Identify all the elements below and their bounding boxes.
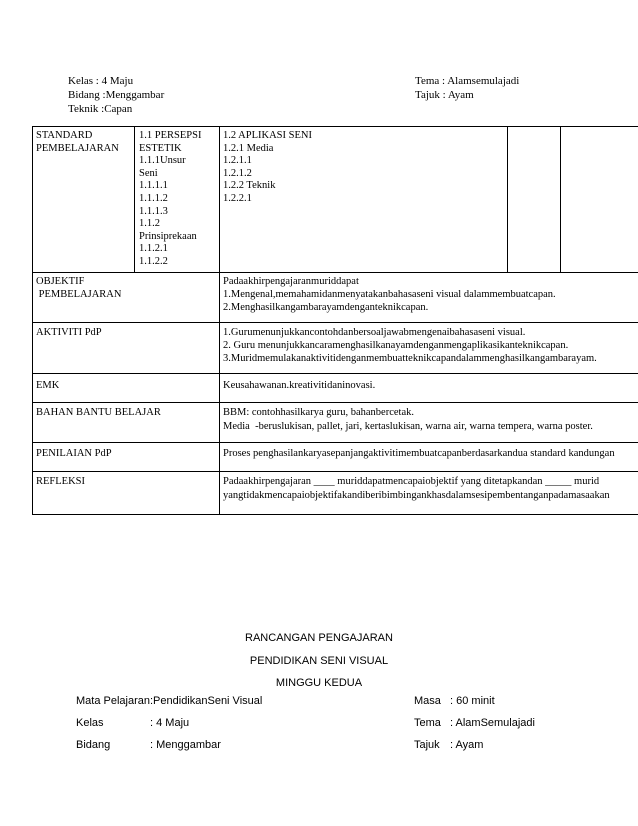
persepsi-line: 1.1.1.1 bbox=[139, 180, 168, 192]
penilaian-content: Proses penghasilankaryasepanjangaktivitimembuatcapanberdasarkandua standard kandungan bbox=[223, 448, 615, 459]
kelas-value: : 4 Maju bbox=[150, 717, 190, 729]
aplikasi-line: 1.2.1 Media bbox=[223, 142, 274, 154]
plan-subtitle: PENDIDIKAN SENI VISUAL bbox=[249, 655, 389, 667]
objektif-label-1: OBJEKTIF bbox=[36, 276, 85, 287]
header-tajuk: Tajuk : Ayam bbox=[415, 89, 474, 101]
tema-value: : AlamSemulajadi bbox=[450, 717, 535, 729]
aktiviti-content: 2. Guru menunjukkancaramenghasilkanayamdenganmengaplikasikanteknikcapan. bbox=[223, 340, 569, 351]
refleksi-label: REFLEKSI bbox=[36, 476, 86, 487]
tajuk-label: Tajuk bbox=[414, 739, 440, 751]
persepsi-line: 1.1 PERSEPSI bbox=[139, 130, 202, 141]
aplikasi-line: 1.2.1.1 bbox=[223, 155, 252, 167]
persepsi-line: ESTETIK bbox=[139, 142, 182, 154]
header-tema: Tema : Alamsemulajadi bbox=[415, 75, 520, 87]
bidang-label: Bidang bbox=[76, 739, 111, 751]
mata-pelajaran-label: Mata Pelajaran bbox=[76, 695, 150, 707]
persepsi-line: 1.1.2 bbox=[139, 218, 160, 230]
persepsi-line: 1.1.1Unsur bbox=[139, 155, 186, 167]
standard-label-2: PEMBELAJARAN bbox=[36, 143, 119, 154]
aktiviti-content: 3.Muridmemulakanaktivitidenganmembuatteknikcapandalammenghasilkangambarayam. bbox=[223, 353, 597, 364]
masa-label: Masa bbox=[414, 695, 441, 707]
tajuk-value: : Ayam bbox=[450, 739, 484, 751]
aplikasi-column bbox=[223, 130, 312, 206]
persepsi-line: 1.1.2.1 bbox=[139, 243, 168, 255]
standard-label-1: STANDARD bbox=[36, 130, 93, 141]
objektif-content: Padaakhirpengajaranmuriddapat bbox=[223, 276, 359, 287]
mata-pelajaran-value: :PendidikanSeni Visual bbox=[150, 695, 263, 707]
persepsi-column bbox=[139, 130, 201, 269]
plan-title: RANCANGAN PENGAJARAN bbox=[245, 632, 393, 644]
bahan-label: BAHAN BANTU BELAJAR bbox=[36, 407, 161, 418]
bahan-content: BBM: contohhasilkarya guru, bahanbercetak. bbox=[223, 407, 414, 418]
aktiviti-label: AKTIVITI PdP bbox=[36, 327, 102, 338]
aplikasi-line: 1.2.2 Teknik bbox=[223, 180, 276, 192]
objektif-content: 2.Menghasilkangambarayamdenganteknikcapan. bbox=[223, 302, 429, 313]
persepsi-line: Seni bbox=[139, 167, 158, 179]
aplikasi-line: 1.2.1.2 bbox=[223, 167, 252, 179]
tema-label: Tema bbox=[414, 717, 441, 729]
masa-value: : 60 minit bbox=[450, 695, 495, 707]
persepsi-line: Prinsiprekaan bbox=[139, 230, 197, 242]
header-bidang: Bidang :Menggambar bbox=[68, 89, 165, 101]
persepsi-line: 1.1.1.3 bbox=[139, 205, 168, 217]
plan-week: MINGGU KEDUA bbox=[275, 677, 363, 689]
persepsi-line: 1.1.2.2 bbox=[139, 255, 168, 267]
objektif-label-2: PEMBELAJARAN bbox=[36, 289, 122, 300]
refleksi-content: yangtidakmencapaiobjektifakandiberibimbingankhasdalamsesipembentanganpadamasaakan bbox=[223, 490, 610, 501]
header-kelas: Kelas : 4 Maju bbox=[68, 75, 134, 87]
penilaian-label: PENILAIAN PdP bbox=[36, 448, 112, 459]
emk-content: Keusahawanan.kreativitidaninovasi. bbox=[223, 380, 376, 391]
kelas-label: Kelas bbox=[76, 717, 104, 729]
aplikasi-line: 1.2.2.1 bbox=[223, 192, 252, 204]
bahan-content: Media -beruslukisan, pallet, jari, kertaslukisan, warna air, warna tempera, warna poster. bbox=[223, 421, 593, 432]
persepsi-line: 1.1.1.2 bbox=[139, 192, 168, 204]
header-teknik: Teknik :Capan bbox=[68, 103, 133, 115]
bidang-value: : Menggambar bbox=[150, 739, 221, 751]
objektif-content: 1.Mengenal,memahamidanmenyatakanbahasaseni visual dalammembuatcapan. bbox=[223, 289, 556, 300]
aplikasi-line: 1.2 APLIKASI SENI bbox=[223, 130, 312, 141]
refleksi-content: Padaakhirpengajaran ____ muriddapatmencapaiobjektif yang ditetapkandan _____ murid bbox=[223, 476, 600, 487]
emk-label: EMK bbox=[36, 380, 60, 391]
aktiviti-content: 1.Gurumenunjukkancontohdanbersoaljawabmengenaibahasaseni visual. bbox=[223, 327, 526, 338]
